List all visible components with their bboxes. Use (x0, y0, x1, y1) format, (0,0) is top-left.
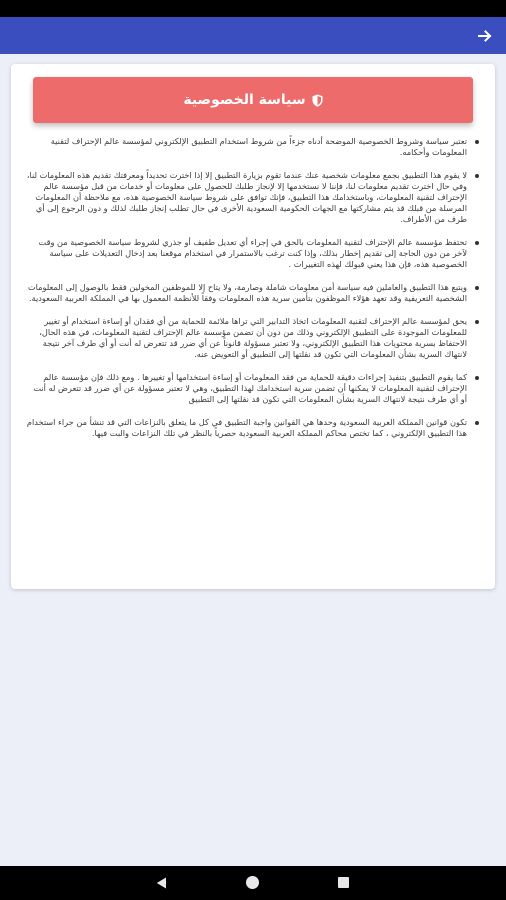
paragraph-text: تعتبر سياسة وشروط الخصوصية الموضحة أدناه جزءاً من شروط استخدام التطبيق الإلكتروني لمؤسسة عالم الإحتراف لتقنية المعلومات وأحكامه. (50, 136, 467, 157)
privacy-title-bar (33, 77, 473, 123)
bullet-icon (475, 140, 479, 144)
shield-icon (312, 94, 323, 107)
status-bar (0, 0, 506, 17)
bullet-icon (475, 241, 479, 245)
list-item (25, 170, 481, 225)
bullet-icon (475, 174, 479, 178)
system-nav-bar (0, 866, 506, 900)
list-item (25, 237, 481, 270)
paragraph-text: يحق لمؤسسة عالم الإحتراف لتقنية المعلومات اتخاذ التدابير التي تراها ملائمة للحماية من أي فقدان أو إساءة استخدام أو تغيير للمعلومات الموجودة على التطبيق الإلكتروني وذلك من دون أن تضمن مؤسسة عالم الإحتراف لتقنية المعلومات، في هذه الحال، الاحتفاظ بسرية محتويات هذا التطبيق الإلكتروني، ولا تعتبر مسؤولة قانوناً عن أي ضرر قد تتعرض له أنت أو أي طرف آخر نتيجة لانتهاك السرية بشأن المعلومات التي تكون قد نقلتها إلى التطبيق أو التعويض عنه. (39, 316, 467, 359)
triangle-back-icon[interactable] (156, 877, 167, 889)
square-recents-icon[interactable] (338, 877, 349, 888)
paragraph-text: لا يقوم هذا التطبيق بجمع معلومات شخصية عنك عندما تقوم بزيارة التطبيق إلا إذا اخترت تحديداً ومعرفتك تقديم هذه المعلومات لنا، وفي حال اخترت تقديم معلومات لنا، فإننا لا نستخدمها إلا لإنجاز طلبك للحصول على معلومات أو خدمات من قبل مؤسسة عالم الإحتراف لتقنية المعلومات، وباستخدامك هذا التطبيق، فإنك توافق على شروط سياسة الخصوصية هذه، مع ملاحظة أن المعلومات المرسلة من قبلك قد يتم مشاركتها مع الجهات الحكومية السعودية الأخرى في حال تطلب إنجاز طلبك لذلك و دون الرجوع إلى أي طرف من الأطراف. (26, 170, 467, 224)
bullet-icon (475, 320, 479, 324)
privacy-content (25, 136, 481, 451)
list-item (25, 136, 481, 158)
list-item (25, 372, 481, 405)
arrow-right-icon[interactable] (474, 25, 496, 47)
list-item (25, 316, 481, 360)
paragraph-text: كما يقوم التطبيق بتنفيذ إجراءات دقيقة للحماية من فقد المعلومات أو إساءة استخدامها أو تغييرها . ومع ذلك فإن مؤسسة عالم الإحتراف لتقنية المعلومات لا يمكنها أن تضمن سرية استخدامك لهذا التطبيق، وهي لا تعتبر مسؤولة عن أي ضرر قد تتعرض له أنت أو أي طرف نتيجة لانتهاك السرية بشأن المعلومات التي تكون قد نقلتها إلى التطبيق (33, 372, 467, 404)
bullet-icon (475, 376, 479, 380)
page-title: سياسة الخصوصية (183, 92, 306, 108)
paragraph-text: ويتبع هذا التطبيق والعاملين فيه سياسة أمن معلومات شاملة وصارمة، ولا يتاح إلا للموظفين المخولين فقط بالوصول إلى المعلومات الشخصية التعريفية وقد تعهد هؤلاء الموظفون بتأمين سرية هذه المعلومات وفقاً للأنظمة المعمول بها في المملكة العربية السعودية. (27, 282, 467, 303)
bullet-icon (475, 421, 479, 425)
list-item (25, 417, 481, 439)
paragraph-text: تكون قوانين المملكة العربية السعودية وحدها هي القوانين واجبة التطبيق في كل ما يتعلق بالنزاعات التي قد تنشأ من جراء استخدام هذا التطبيق الإلكتروني ، كما تختص محاكم المملكة العربية السعودية حصرياً بالنظر في تلك النزاعات والبت فيها. (26, 417, 467, 438)
app-bar (0, 17, 506, 54)
list-item (25, 282, 481, 304)
paragraph-text: تحتفظ مؤسسة عالم الإحتراف لتقنية المعلومات بالحق في إجراء أي تعديل طفيف أو جذري لشروط سياسة الخصوصية من وقت لآخر من دون الحاجة إلى تقديم إخطار بذلك، وإذا كنت ترغب بالاستمرار في استخدام موقعنا بعد إدخال التعديلات على سياسة الخصوصية هذه، فإن هذا يعني قبولك لهذه التغييرات . (38, 237, 467, 269)
privacy-card (11, 64, 495, 589)
circle-home-icon[interactable] (246, 876, 259, 889)
bullet-icon (475, 286, 479, 290)
